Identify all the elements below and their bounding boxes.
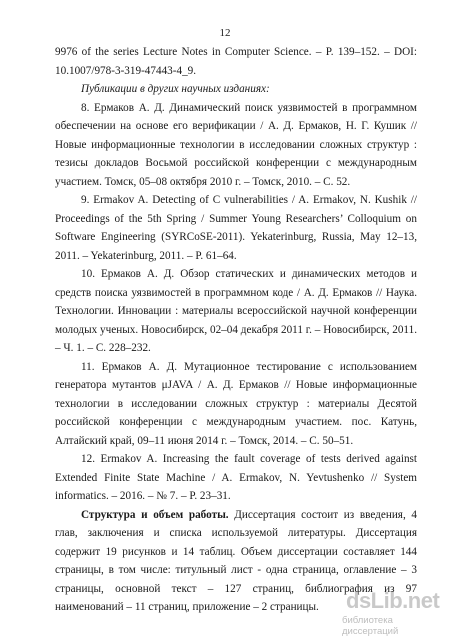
publication-item-8: 8. Ермаков А. Д. Динамический поиск уязвимостей в программном обеспечении на основе его верификации / А. Д. Ермаков, Н. Г. Кушик // Новые информационные технологии в исследовании сложных структур : тезисы докладов Восьмой российской конференции с международным участием. Томск, 05–08 октября 2010 г. – Томск, 2010. – С. 52. [55,101,417,188]
structure-text: Диссертация состоит из введения, 4 глав, заключения и списка используемой литературы. Диссертация содержит 19 рисунков и 14 таблиц. Объем диссертации составляет 144 страницы, в том числе: титульный лист - одна страница, оглавление – 3 страницы, основной текст – 127 страниц, библиография из 97 наименований – 11 страниц, приложение – 2 страницы. [55,508,417,613]
structure-label: Структура и объем работы. [81,508,229,521]
watermark-logo: dsLib.net [346,588,440,613]
doi-line: 9976 of the series Lecture Notes in Computer Science. – P. 139–152. – DOI: 10.1007/978-3-319-47443-4_9. [55,46,417,77]
publication-item-12: 12. Ermakov A. Increasing the fault coverage of tests derived against Extended Finite State Machine / A. Ermakov, N. Yevtushenko // System informatics. – 2016. – № 7. – P. 23–31. [55,453,417,502]
section-heading: Публикации в других научных изданиях: [81,83,270,95]
watermark-subtitle: библиотека диссертаций [342,615,399,637]
publication-item-11: 11. Ермаков А. Д. Мутационное тестирование с использованием генератора мутантов μJAVA / А. Д. Ермаков // Новые информационные технологии в исследовании сложных структур : материалы Десятой российской конференции с международным участием. пос. Катунь, Алтайский край, 09–11 июня 2014 г. – Томск, 2014. – С. 50–51. [55,360,417,447]
publication-item-10: 10. Ермаков А. Д. Обзор статических и динамических методов и средств поиска уязвимостей в программном коде / А. Д. Ермаков // Наука. Технологии. Инновации : материалы всероссийской научной конференции молодых ученых. Новосибирск, 02–04 декабря 2011 г. – Новосибирск, 2011. – Ч. 1. – С. 228–232. [55,268,417,354]
page-number: 12 [219,27,231,39]
structure-paragraph [55,506,417,617]
document-body [55,43,417,617]
publication-item-9: 9. Ermakov A. Detecting of C vulnerabilities / A. Ermakov, N. Kushik // Proceedings of the 5th Spring / Summer Young Researchers’ Colloquium on Software Engineering (SYRCoSE-2011). Yekaterinburg, Russia, May 12–13, 2011. – Yekaterinburg, 2011. – P. 61–64. [55,194,417,262]
